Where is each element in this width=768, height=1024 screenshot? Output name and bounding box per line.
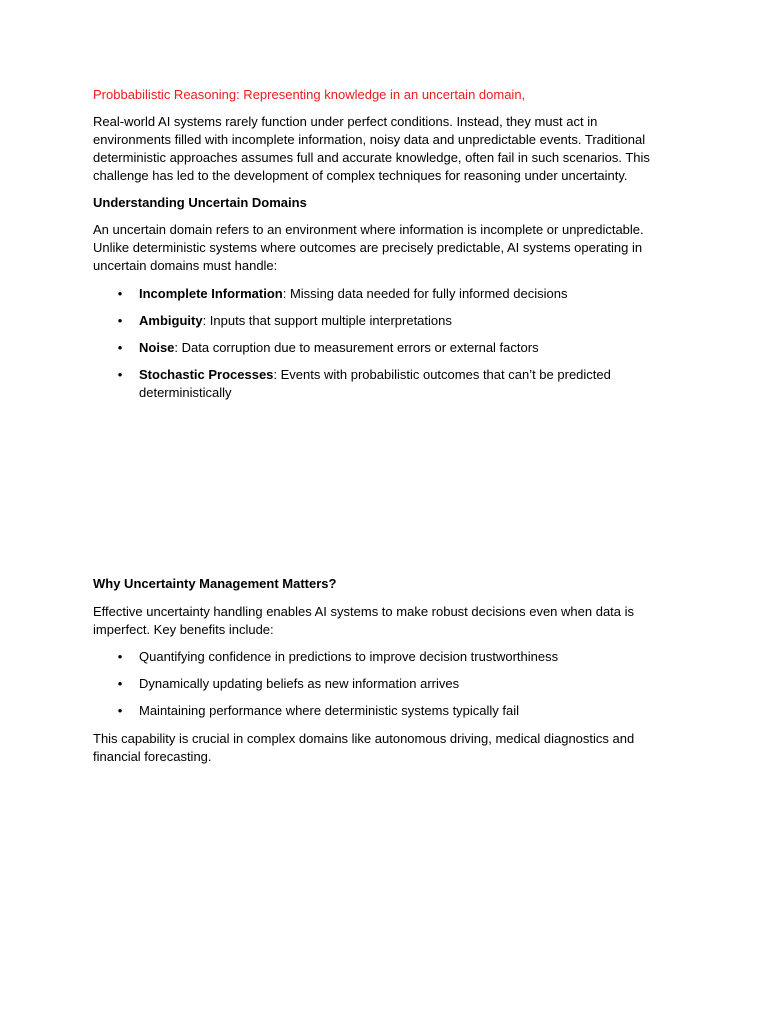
- list-item: [93, 648, 668, 666]
- list-item-text: : Events with probabilistic outcomes that can’t be predicted deterministically: [139, 367, 611, 400]
- list-item-text: Dynamically updating beliefs as new information arrives: [139, 676, 460, 691]
- section-paragraph-uncertain-domains: An uncertain domain refers to an environment where information is incomplete or unpredictable. Unlike deterministic systems where outcomes are precisely predictable, AI systems operating in uncertain domains must handle:: [93, 222, 644, 273]
- closing-paragraph: This capability is crucial in complex domains like autonomous driving, medical diagnostics and financial forecasting.: [93, 731, 635, 764]
- benefits-list: [93, 648, 668, 720]
- bullet-icon: •: [117, 286, 123, 301]
- list-item-text: Quantifying confidence in predictions to improve decision trustworthiness: [139, 649, 559, 664]
- bullet-icon: •: [117, 313, 123, 328]
- list-item-text: Maintaining performance where deterministic systems typically fail: [139, 703, 520, 718]
- bullet-icon: •: [117, 340, 123, 355]
- list-item-text: : Missing data needed for fully informed decisions: [282, 286, 568, 301]
- list-item-text: : Data corruption due to measurement errors or external factors: [174, 340, 539, 355]
- list-item: [93, 675, 668, 693]
- intro-paragraph: Real-world AI systems rarely function under perfect conditions. Instead, they must act in environments filled with incomplete information, noisy data and unpredictable events. Traditional deterministic approaches assumes full and accurate knowledge, often fail in such scenarios. This challenge has led to the development of complex techniques for reasoning under uncertainty.: [93, 114, 650, 183]
- list-item-text: : Inputs that support multiple interpretations: [202, 313, 452, 328]
- list-item: [93, 339, 668, 357]
- list-item: [93, 702, 668, 720]
- uncertain-domain-list: [93, 285, 668, 402]
- list-item-term: Incomplete Information: [139, 286, 283, 301]
- list-item: [93, 285, 668, 303]
- list-item: [93, 366, 668, 402]
- document-title: Probbabilistic Reasoning: Representing knowledge in an uncertain domain,: [93, 87, 526, 102]
- section-paragraph-why-uncertainty: Effective uncertainty handling enables AI systems to make robust decisions even when data is imperfect. Key benefits include:: [93, 604, 635, 637]
- list-item-term: Ambiguity: [139, 313, 203, 328]
- list-item: [93, 312, 668, 330]
- list-item-term: Noise: [139, 340, 175, 355]
- section-heading-why-uncertainty: Why Uncertainty Management Matters?: [93, 576, 337, 591]
- bullet-icon: •: [117, 367, 123, 382]
- section-heading-uncertain-domains: Understanding Uncertain Domains: [93, 195, 307, 210]
- list-item-term: Stochastic Processes: [139, 367, 274, 382]
- bullet-icon: •: [117, 676, 123, 691]
- bullet-icon: •: [117, 649, 123, 664]
- bullet-icon: •: [117, 703, 123, 718]
